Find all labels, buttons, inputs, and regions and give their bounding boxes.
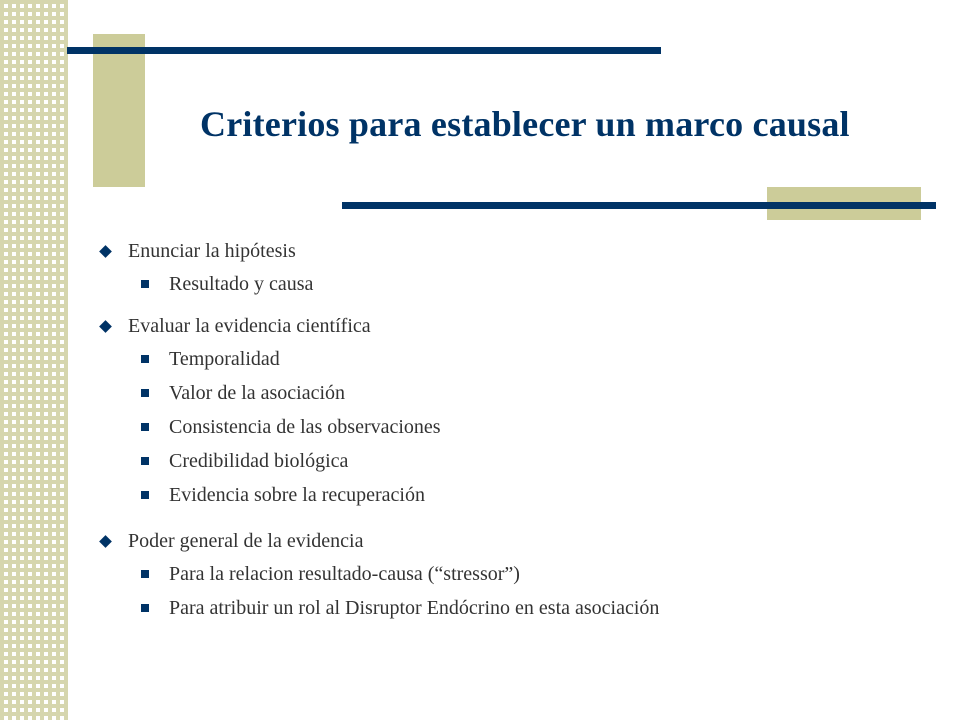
sub-bullet-text: Evidencia sobre la recuperación <box>169 483 425 506</box>
square-bullet-icon <box>141 389 149 397</box>
bullet-text: Poder general de la evidencia <box>128 530 364 552</box>
bullet-group <box>97 526 927 625</box>
bullet-level2 <box>97 557 927 591</box>
diamond-bullet-icon <box>99 245 112 258</box>
bullet-level2 <box>97 444 927 478</box>
sub-bullet-text: Consistencia de las observaciones <box>169 415 441 438</box>
bullet-level2 <box>97 342 927 376</box>
decorative-navy-bar-bottom <box>342 202 936 209</box>
bullet-level2 <box>97 591 927 625</box>
sub-bullet-text: Temporalidad <box>169 347 280 370</box>
sub-bullet-text: Para la relacion resultado-causa (“stressor”) <box>169 562 520 585</box>
square-bullet-icon <box>141 491 149 499</box>
decorative-olive-block-left <box>93 34 145 187</box>
bullet-level1 <box>97 236 927 267</box>
square-bullet-icon <box>141 457 149 465</box>
sub-bullet-text: Resultado y causa <box>169 272 314 295</box>
sub-bullet-text: Credibilidad biológica <box>169 449 349 472</box>
square-bullet-icon <box>141 423 149 431</box>
bullet-level1 <box>97 526 927 557</box>
square-bullet-icon <box>141 604 149 612</box>
sub-bullet-text: Para atribuir un rol al Disruptor Endócrino en esta asociación <box>169 596 660 619</box>
decorative-stripes <box>0 0 68 720</box>
bullet-text: Enunciar la hipótesis <box>128 240 296 262</box>
diamond-bullet-icon <box>99 535 112 548</box>
bullet-level2 <box>97 267 927 301</box>
square-bullet-icon <box>141 570 149 578</box>
square-bullet-icon <box>141 355 149 363</box>
decorative-navy-bar-top <box>67 47 661 54</box>
bullet-group <box>97 311 927 512</box>
bullet-text: Evaluar la evidencia científica <box>128 315 371 337</box>
diamond-bullet-icon <box>99 320 112 333</box>
bullet-level2 <box>97 410 927 444</box>
bullet-group <box>97 236 927 301</box>
bullet-level2 <box>97 376 927 410</box>
bullet-level1 <box>97 311 927 342</box>
sub-bullet-text: Valor de la asociación <box>169 381 346 404</box>
bullet-level2 <box>97 478 927 512</box>
square-bullet-icon <box>141 280 149 288</box>
bullet-list <box>97 236 927 635</box>
slide-title: Criterios para establecer un marco causal <box>200 104 850 144</box>
